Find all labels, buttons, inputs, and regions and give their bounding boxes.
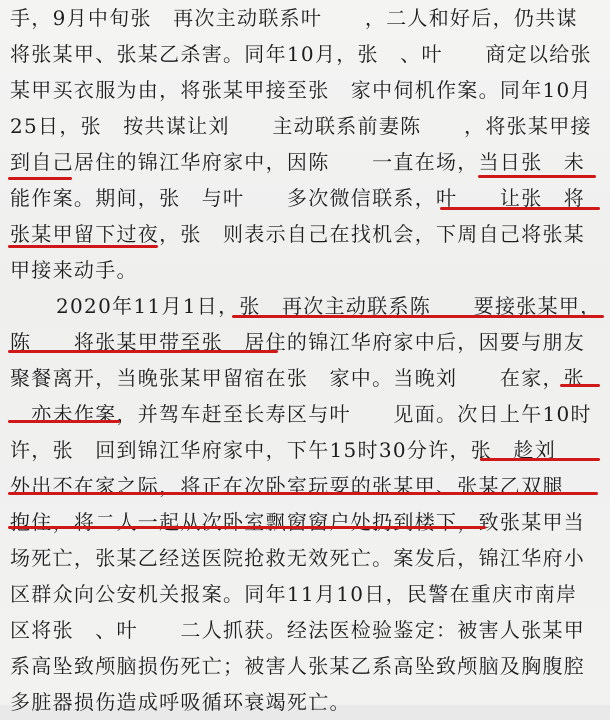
text-line: 能作案。期间，张 与叶 多次微信联系，叶 让张 将 <box>10 186 586 210</box>
highlight-underline <box>480 458 600 461</box>
text-line: 区将张 、叶 二人抓获。经法医检验鉴定：被害人张某甲 <box>10 618 586 642</box>
text-line: 系高坠致颅脑损伤死亡；被害人张某乙系高坠致颅脑及胸腹腔 <box>10 654 586 678</box>
text-line: 聚餐离开，当晚张某甲留宿在张 家中。当晚刘 在家，张 <box>10 366 586 390</box>
text-line: 2020年11月1日，张 再次主动联系陈 要接张某甲， <box>56 294 602 318</box>
text-line: 某甲买衣服为由，将张某甲接至张 家中伺机作案。同年10月 <box>10 78 592 102</box>
text-line: 到自己居住的锦江华府家中，因陈 一直在场，当日张 未 <box>10 150 586 174</box>
text-line: 亦未作案，并驾车赶至长寿区与叶 见面。次日上午10时 <box>10 402 592 426</box>
text-line: 甲接来动手。 <box>10 258 138 282</box>
highlight-underline <box>440 207 600 210</box>
text-line: 区群众向公安机关报案。同年11月10日，民警在重庆市南岸 <box>10 582 578 606</box>
highlight-underline <box>478 175 596 178</box>
text-line: 外出不在家之际，将正在次卧室玩耍的张某甲、张某乙双腿 <box>10 474 564 498</box>
highlight-underline <box>8 350 278 353</box>
highlight-underline <box>560 384 600 387</box>
highlight-underline <box>8 245 158 248</box>
text-line: 张某甲留下过夜，张 则表示自己在找机会，下周自己将张某 <box>10 222 586 246</box>
text-line: 多脏器损伤造成呼吸循环衰竭死亡。 <box>10 690 351 714</box>
text-line: 陈 将张某甲带至张 居住的锦江华府家中后，因要与朋友 <box>10 330 586 354</box>
text-line: 25日，张 按共谋让刘 主动联系前妻陈 ，将张某甲接 <box>10 114 592 138</box>
text-line: 抱住，将二人一起从次卧室飘窗窗户处扔到楼下，致张某甲当 <box>10 510 586 534</box>
text-line: 许，张 回到锦江华府家中，下午15时30分许，张 趁刘 <box>10 438 578 462</box>
text-line: 手，9月中旬张 再次主动联系叶 ，二人和好后，仍共谋 <box>10 6 578 30</box>
text-line: 场死亡，张某乙经送医院抢救无效死亡。案发后，锦江华府小 <box>10 546 586 570</box>
text-line: 将张某甲、张某乙杀害。同年10月，张 、叶 商定以给张 <box>10 42 592 66</box>
highlight-underline <box>8 492 598 495</box>
highlight-underline <box>8 526 486 529</box>
highlight-underline <box>232 315 604 318</box>
highlight-underline <box>8 420 120 423</box>
highlight-underline <box>8 177 72 180</box>
